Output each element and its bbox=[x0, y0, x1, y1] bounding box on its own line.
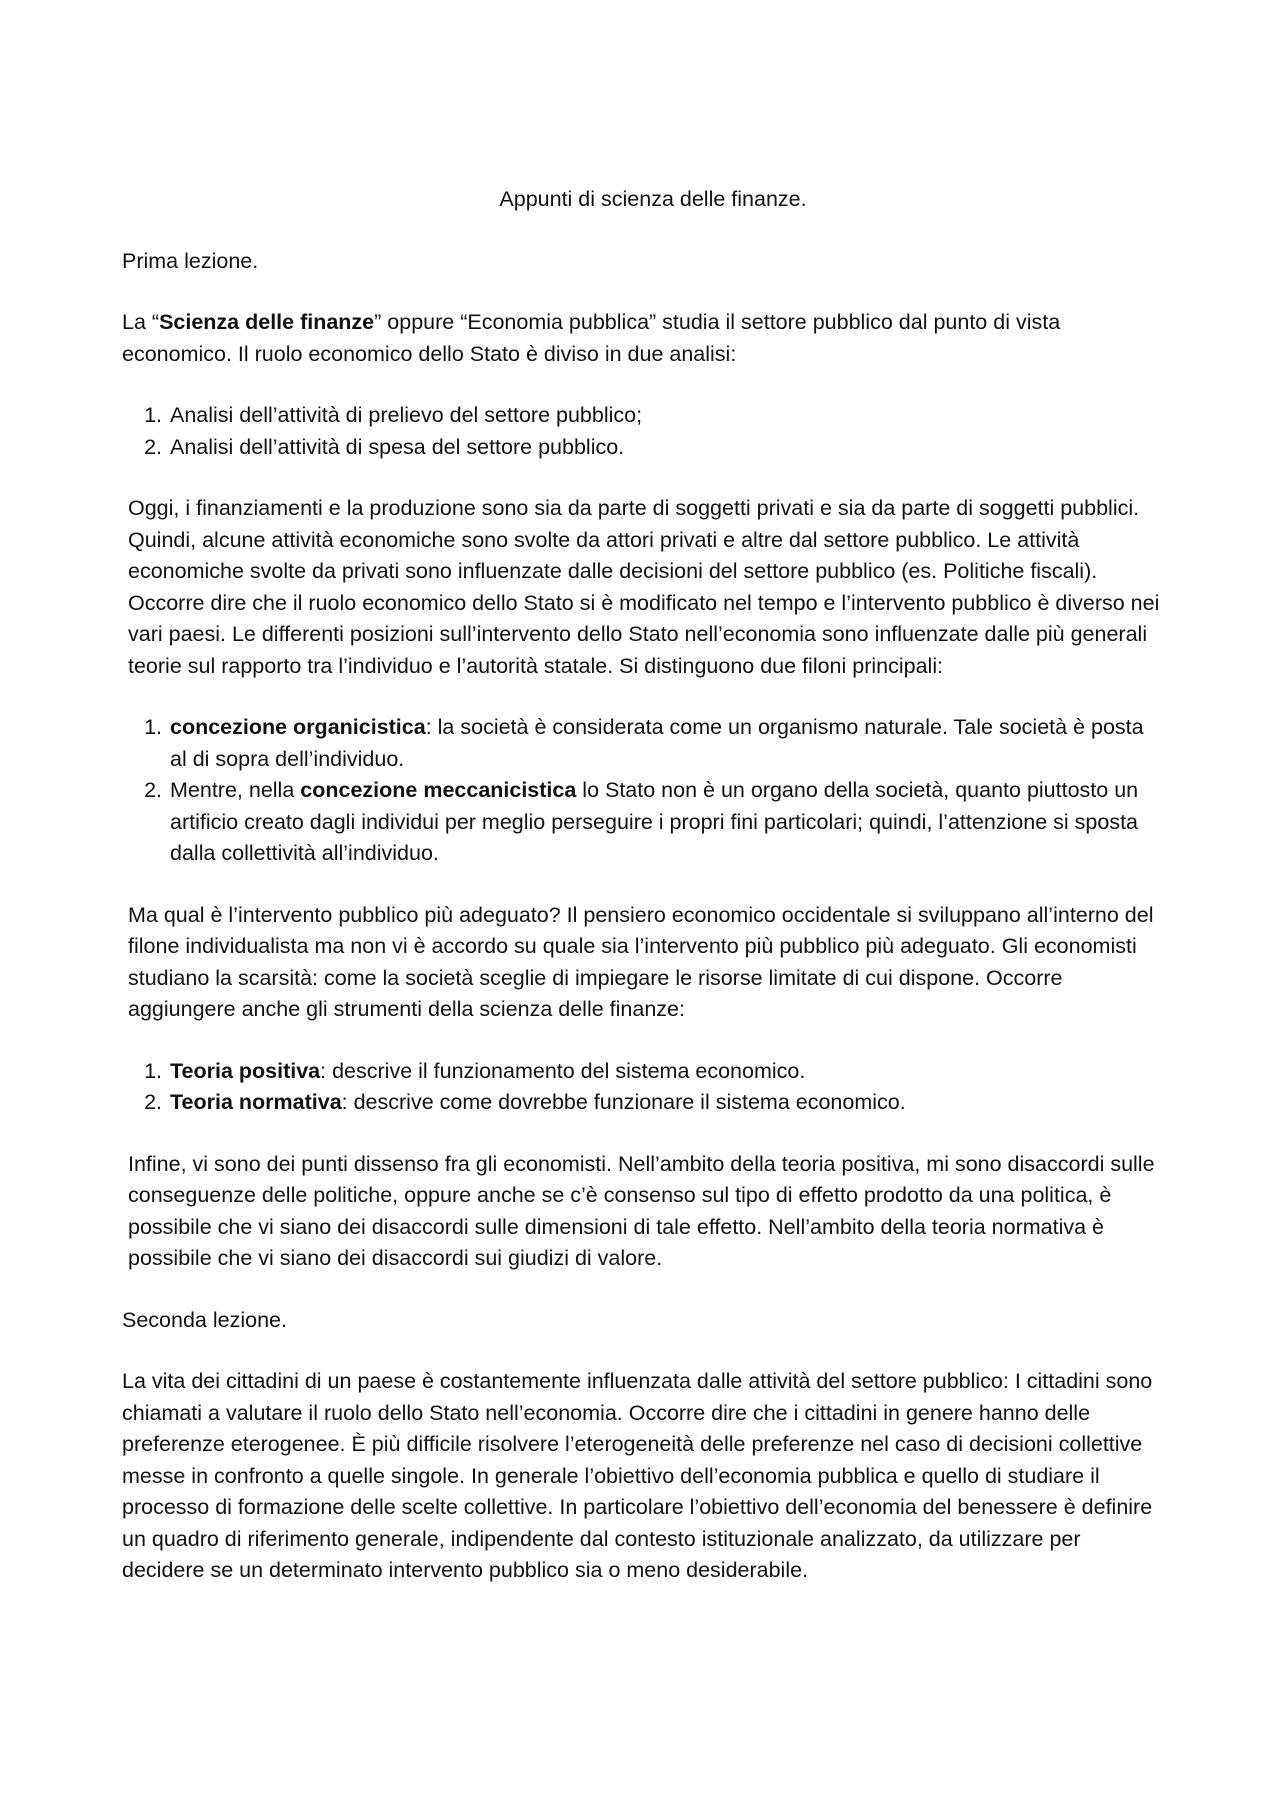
item-bold: Teoria normativa bbox=[170, 1090, 342, 1114]
list-item bbox=[168, 775, 1160, 870]
conception-list bbox=[122, 712, 1160, 870]
theory-list bbox=[122, 1056, 1160, 1119]
intro-post: ” oppure “Economia pubblica” studia il settore pubblico dal punto di vista economico. Il ruolo economico dello Stato è diviso in due analisi: bbox=[122, 310, 1061, 366]
item-bold: concezione meccanicistica bbox=[300, 778, 577, 802]
item-bold: Teoria positiva bbox=[170, 1058, 321, 1083]
intro-bold: Scienza delle finanze bbox=[159, 310, 375, 334]
list-item: 2. Analisi dell’attività di spesa del settore pubblico. bbox=[168, 432, 1160, 464]
analysis-list bbox=[122, 400, 1160, 463]
item-post: : la società è considerata come un organismo naturale. Tale società è posta al di sopra dell’individuo. bbox=[170, 715, 1144, 771]
item-pre: Mentre, nella bbox=[170, 778, 301, 802]
lesson-1-paragraph-3: Ma qual è l’intervento pubblico più adeguato? Il pensiero economico occidentale si sviluppano all’interno del filone individualista ma non vi è accordo su quale sia l’intervento più pubblico più adeguato. Gli economisti studiano la scarsità: come la società sceglie di impiegare le risorse limitate di cui dispone. Occorre aggiungere anche gli strumenti della scienza delle finanze: bbox=[128, 902, 1154, 1021]
item-post: lo Stato non è un organo della società, quanto piuttosto un artificio creato dagli individui per meglio perseguire i propri fini particolari; quindi, l’attenzione si sposta dalla collettività all’individuo. bbox=[170, 778, 1139, 865]
list-item bbox=[168, 712, 1160, 775]
intro-pre: La “ bbox=[122, 310, 160, 334]
item-post: : descrive il funzionamento del sistema economico. bbox=[320, 1058, 806, 1083]
list-item bbox=[168, 1056, 1160, 1088]
lesson-1-paragraph-4: Infine, vi sono dei punti dissenso fra gli economisti. Nell’ambito della teoria positiva, mi sono disaccordi sulle conseguenze delle politiche, oppure anche se c’è consenso sul tipo di effetto prodotto da una politica, è possibile che vi siano dei disaccordi sulle dimensioni di tale effetto. Nell’ambito della teoria normativa è possibile che vi siano dei disaccordi sui giudizi di valore. bbox=[128, 1151, 1155, 1270]
document-title: Appunti di scienza delle finanze. bbox=[499, 187, 807, 211]
lesson-2-paragraph-1: La vita dei cittadini di un paese è costantemente influenzata dalle attività del settore pubblico: I cittadini sono chiamati a valutare il ruolo dello Stato nell’economia. Occorre dire che i cittadini in genere hanno delle preferenze eterogenee. È più difficile risolvere l’eterogeneità delle preferenze nel caso di decisioni collettive messe in confronto a quelle singole. In generale l’obiettivo dell’economia pubblica e quello di studiare il processo di formazione delle scelte collettive. In particolare l’obiettivo dell’economia del benessere è definire un quadro di riferimento generale, indipendente dal contesto istituzionale analizzato, da utilizzare per decidere se un determinato intervento pubblico sia o meno desiderabile. bbox=[122, 1369, 1153, 1582]
lesson-2-heading: Seconda lezione. bbox=[122, 1307, 287, 1332]
item-bold: concezione organicistica bbox=[170, 715, 426, 739]
item-post: : descrive come dovrebbe funzionare il sistema economico. bbox=[341, 1090, 906, 1114]
list-item: 1. Analisi dell’attività di prelievo del settore pubblico; bbox=[168, 400, 1160, 432]
lesson-1-intro bbox=[122, 307, 1160, 370]
list-item bbox=[168, 1087, 1160, 1119]
lesson-1-paragraph-2: Oggi, i finanziamenti e la produzione sono sia da parte di soggetti privati e sia da parte di soggetti pubblici. Quindi, alcune attività economiche sono svolte da attori privati e altre dal settore pubblico. Le attività economiche svolte da privati sono influenzate dalle decisioni del settore pubblico (es. Politiche fiscali). Occorre dire che il ruolo economico dello Stato si è modificato nel tempo e l’intervento pubblico è diverso nei vari paesi. Le differenti posizioni sull’intervento dello Stato nell’economia sono influenzate dalle più generali teorie sul rapporto tra l’individuo e l’autorità statale. Si distinguono due filoni principali: bbox=[128, 496, 1160, 678]
lesson-1-heading: Prima lezione. bbox=[122, 248, 259, 273]
